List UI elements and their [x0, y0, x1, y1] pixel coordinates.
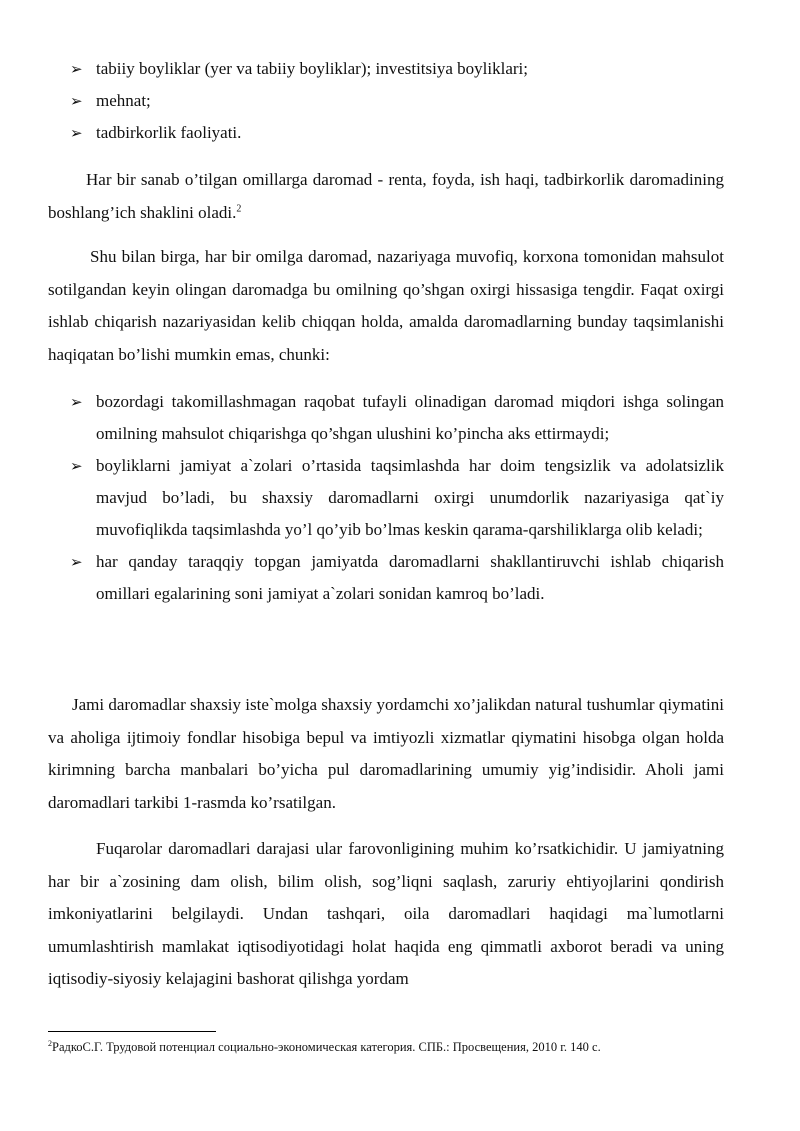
list-item: ➢ bozordagi takomillashmagan raqobat tufayli olinadigan daromad miqdori ishga solingan omilning mahsulot chiqarishga qo’shgan ulushini ko’pincha aks ettirmaydi; — [48, 386, 724, 450]
paragraph: Fuqarolar daromadlari darajasi ular farovonligining muhim ko’rsatkichidir. U jamiyatning har bir a`zosining dam olish, bilim olish, sog’liqni saqlash, zaruriy ehtiyojlarini qondirish imkoniyatlarini belgilaydi. Undan tashqari, oila daromadlari haqidagi ma`lumotlarni umumlashtirish mamlakat iqtisodiyotidagi holat haqida eng qimmatli axborot beradi va uning iqtisodiy-siyosiy kelajagini bashorat qilishga yordam — [48, 839, 724, 988]
list-item: ➢ tabiiy boyliklar (yer va tabiiy boyliklar); investitsiya boyliklari; — [48, 53, 724, 85]
arrow-bullet-icon: ➢ — [70, 92, 83, 110]
footnote-mark: 2 — [48, 1038, 52, 1048]
paragraph: Har bir sanab o’tilgan omillarga daromad - renta, foyda, ish haqi, tadbirkorlik daromadining boshlang’ich shaklini oladi.$^2$ — [48, 170, 724, 222]
footnote-separator — [48, 1031, 216, 1032]
list-item: ➢ har qanday taraqqiy topgan jamiyatda daromadlarni shakllantiruvchi ishlab chiqarish omillari egalarining soni jamiyat a`zolari sonidan kamroq bo’ladi. — [48, 546, 724, 610]
list-item: ➢ boyliklarni jamiyat a`zolari o’rtasida taqsimlashda har doim tengsizlik va adolatsizlik mavjud bo’ladi, bu shaxsiy daromadlarni oxirgi unumdorlik nazariyasiga qat`iy muvofiqlikda taqsimlashda yo’l qo’yib bo’lmas keskin qarama-qarshiliklarga olib keladi; — [48, 450, 724, 546]
list-item: ➢ mehnat; — [48, 85, 724, 117]
factor-list — [48, 53, 724, 149]
arrow-bullet-icon: ➢ — [70, 553, 83, 571]
list-item: ➢ tadbirkorlik faoliyati. — [48, 117, 724, 149]
footnote — [48, 1039, 728, 1055]
arrow-bullet-icon: ➢ — [70, 393, 83, 411]
paragraph: Shu bilan birga, har bir omilga daromad, nazariyaga muvofiq, korxona tomonidan mahsulot sotilgandan keyin olingan daromadga bu omilning qo’shgan oxirgi hissasiga tengdir. Faqat oxirgi ishlab chiqarish nazariyasidan kelib chiqqan holda, amalda daromadlarning bunday taqsimlanishi haqiqatan bo’lishi mumkin emas, chunki: — [48, 247, 724, 364]
paragraph: Jami daromadlar shaxsiy iste`molga shaxsiy yordamchi xo’jalikdan natural tushumlar qiymatini va aholiga ijtimoiy fondlar hisobiga bepul va imtiyozli xizmatlar qiymatini hisobga olgan holda kirimning barcha manbalari bo’yicha pul daromadlarining umumiy yig’indisidir. Aholi jami daromadlari tarkibi 1-rasmda ko’rsatilgan. — [48, 695, 724, 812]
reasons-list — [48, 386, 724, 610]
footnote-reference: 2 — [236, 202, 242, 214]
arrow-bullet-icon: ➢ — [70, 457, 83, 475]
arrow-bullet-icon: ➢ — [70, 124, 83, 142]
arrow-bullet-icon: ➢ — [70, 60, 83, 78]
footnote-text: РадкоС.Г. Трудовой потенциал социально-экономическая категория. СПБ.: Просвещения, 2010 г. 140 с. — [52, 1040, 601, 1054]
